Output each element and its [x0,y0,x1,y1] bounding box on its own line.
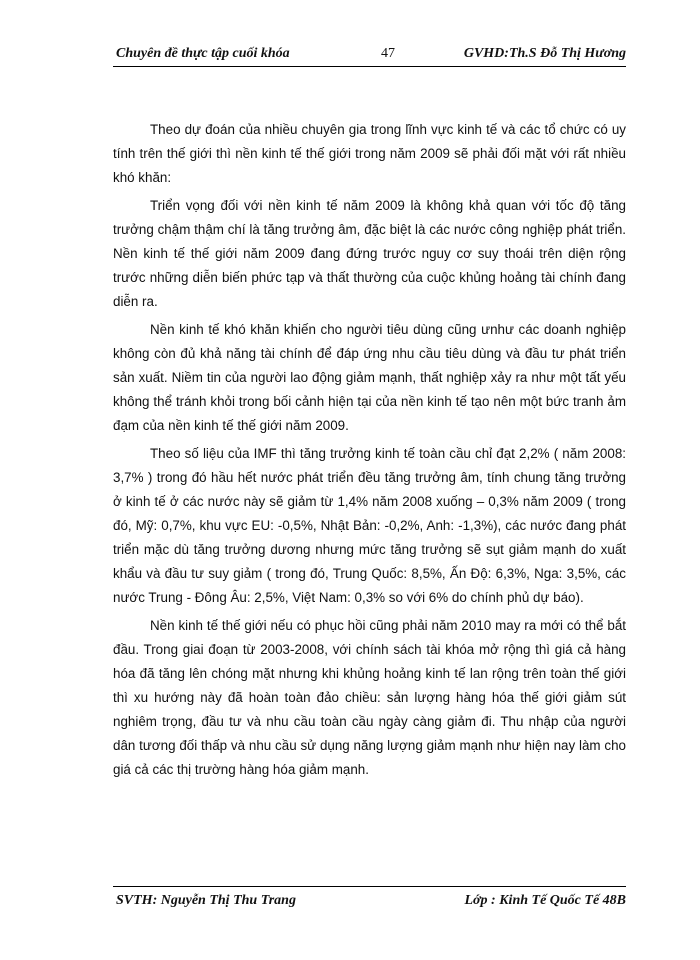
paragraph: Nền kinh tế thế giới nếu có phục hồi cũng phải năm 2010 may ra mới có thể bắt đầu. Trong giai đoạn từ 2003-2008, với chính sách tài khóa mở rộng thì giá cả hàng hóa đã tăng lên chóng mặt nhưng khi khủng hoảng kinh tế lan rộng trên toàn thế giới thì xu hướng này đã hoàn toàn đảo chiều: sản lượng hàng hóa thế giới giảm sút nghiêm trọng, đầu tư và nhu cầu toàn cầu ngày càng giảm đi. Thu nhập của người dân tương đối thấp và nhu cầu sử dụng năng lượng giảm mạnh như hiện nay làm cho giá cả các thị trường hàng hóa giảm mạnh. [113,618,626,777]
paragraph: Nền kinh tế khó khăn khiến cho người tiêu dùng cũng ưnhư các doanh nghiệp không còn đủ khả năng tài chính để đáp ứng nhu cầu tiêu dùng và đầu tư phát triển sản xuất. Niềm tin của người lao động giảm mạnh, thất nghiệp xảy ra như một tất yếu không thể tránh khỏi trong bối cảnh hiện tại của nền kinh tế tạo nên một bức tranh ảm đạm của nền kinh tế thế giới năm 2009. [113,322,626,433]
page-header [113,44,626,67]
page-footer [113,886,626,913]
footer-class: Lớp : Kinh Tế Quốc Tế 48B [464,893,626,908]
footer-student: SVTH: Nguyễn Thị Thu Trang [116,893,296,908]
header-advisor: GVHD:Th.S Đỗ Thị Hương [463,46,626,61]
paragraph: Theo số liệu của IMF thì tăng trưởng kinh tế toàn cầu chỉ đạt 2,2% ( năm 2008: 3,7% ) trong đó hầu hết nước phát triển đều tăng trưởng âm, tính chung tăng trưởng ở kinh tế ở các nước này sẽ giảm từ 1,4% năm 2008 xuống – 0,3% năm 2009 ( trong đó, Mỹ: 0,7%, khu vực EU: -0,5%, Nhật Bản: -0,2%, Anh: -1,3%), các nước đang phát triển mặc dù tăng trưởng dương nhưng mức tăng trưởng sẽ sụt giảm mạnh do xuất khẩu và đầu tư suy giảm ( trong đó, Trung Quốc: 8,5%, Ấn Độ: 6,3%, Nga: 3,5%, các nước Trung - Đông Âu: 2,5%, Việt Nam: 0,3% so với 6% do chính phủ dự báo). [113,446,626,605]
page-number: 47 [381,46,395,61]
header-title: Chuyên đề thực tập cuối khóa [116,46,290,61]
paragraph: Theo dự đoán của nhiều chuyên gia trong lĩnh vực kinh tế và các tổ chức có uy tính trên thế giới thì nền kinh tế thế giới trong năm 2009 sẽ phải đối mặt với rất nhiều khó khăn: [113,122,626,185]
paragraph: Triển vọng đối với nền kinh tế năm 2009 là không khả quan với tốc độ tăng trưởng chậm thậm chí là tăng trưởng âm, đặc biệt là các nước công nghiệp phát triển. Nền kinh tế thế giới năm 2009 đang đứng trước nguy cơ suy thoái trên diện rộng trước những diễn biến phức tạp và thất thường của cuộc khủng hoảng tài chính đang diễn ra. [113,198,626,309]
document-body [113,118,626,786]
